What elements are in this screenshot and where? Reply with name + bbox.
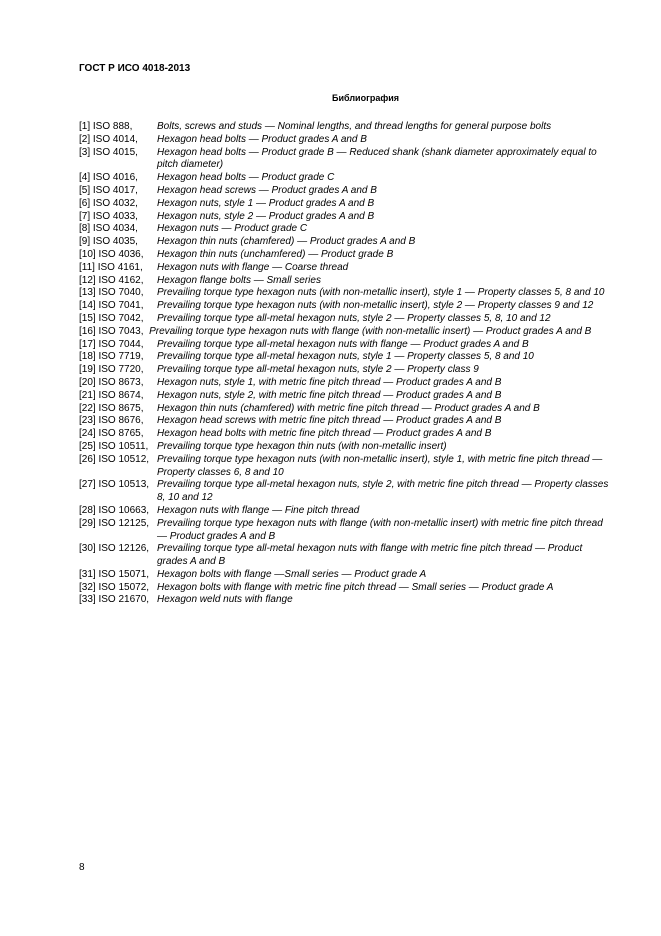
entry-title: Prevailing torque type all-metal hexagon nuts, style 2 — Property classes 5, 8, 10 and 12 <box>157 312 551 324</box>
entry-title: Hexagon thin nuts (chamfered) with metric fine pitch thread — Product grades A and B <box>157 402 540 414</box>
bibliography-entry <box>79 211 611 224</box>
bibliography-entry <box>79 185 611 198</box>
entry-title: Prevailing torque type all-metal hexagon nuts, style 2, with metric fine pitch thread — Property classes 8, 10 and 12 <box>157 479 609 504</box>
entry-title: Prevailing torque type all-metal hexagon nuts with flange with metric fine pitch thread — Product grades A and B <box>157 543 583 568</box>
entry-reference: [12] ISO 4162, <box>79 274 144 286</box>
entry-reference: [10] ISO 4036, <box>79 248 144 260</box>
entry-reference: [2] ISO 4014, <box>79 133 138 145</box>
bibliography-entry <box>79 428 611 441</box>
entry-title: Prevailing torque type all-metal hexagon nuts, style 2 — Property class 9 <box>157 364 479 376</box>
entry-title: Prevailing torque type hexagon thin nuts (with non-metallic insert) <box>157 440 447 452</box>
entry-title: Hexagon bolts with flange with metric fine pitch thread — Small series — Product grade A <box>157 581 554 593</box>
entry-reference: [26] ISO 10512, <box>79 453 150 465</box>
bibliography-title: Библиография <box>332 93 399 103</box>
entry-reference: [21] ISO 8674, <box>79 389 144 401</box>
entry-reference: [8] ISO 4034, <box>79 223 138 235</box>
bibliography-entry <box>79 236 611 249</box>
bibliography-list <box>79 121 611 607</box>
entry-title: Hexagon nuts, style 1, with metric fine pitch thread — Product grades A and B <box>157 376 502 388</box>
entry-title: Hexagon thin nuts (chamfered) — Product grades A and B <box>157 236 416 248</box>
entry-reference: [13] ISO 7040, <box>79 287 144 299</box>
bibliography-entry <box>79 377 611 390</box>
bibliography-entry <box>79 147 611 173</box>
bibliography-entry <box>79 326 611 339</box>
entry-title: Prevailing torque type all-metal hexagon nuts, style 1 — Property classes 5, 8 and 10 <box>157 351 534 363</box>
entry-title: Hexagon head screws — Product grades A and B <box>157 184 377 196</box>
bibliography-entry <box>79 275 611 288</box>
entry-title: Hexagon flange bolts — Small series <box>157 274 321 286</box>
entry-title: Hexagon head bolts — Product grades A and B <box>157 133 367 145</box>
entry-title: Hexagon bolts with flange —Small series — Product grade A <box>157 568 427 580</box>
entry-title: Hexagon head bolts with metric fine pitch thread — Product grades A and B <box>157 428 492 440</box>
entry-reference: [7] ISO 4033, <box>79 210 138 222</box>
bibliography-entry <box>79 505 611 518</box>
entry-title: Prevailing torque type hexagon nuts (with non-metallic insert), style 2 — Property classes 9 and 12 <box>157 300 594 312</box>
entry-reference: [5] ISO 4017, <box>79 184 138 196</box>
entry-reference: [31] ISO 15071, <box>79 568 150 580</box>
entry-reference: [6] ISO 4032, <box>79 197 138 209</box>
entry-title: Hexagon nuts — Product grade C <box>157 223 308 235</box>
bibliography-entry <box>79 518 611 544</box>
bibliography-entry <box>79 313 611 326</box>
bibliography-entry <box>79 454 611 480</box>
entry-reference: [16] ISO 7043, <box>79 325 144 337</box>
entry-reference: [11] ISO 4161, <box>79 261 143 273</box>
entry-reference: [18] ISO 7719, <box>79 351 144 363</box>
entry-reference: [24] ISO 8765, <box>79 428 144 440</box>
entry-reference: [20] ISO 8673, <box>79 376 144 388</box>
bibliography-entry <box>79 121 611 134</box>
entry-reference: [27] ISO 10513, <box>79 479 150 491</box>
entry-reference: [1] ISO 888, <box>79 121 133 132</box>
entry-title: Hexagon nuts with flange — Coarse thread <box>157 261 349 273</box>
bibliography-entry <box>79 543 611 569</box>
entry-reference: [25] ISO 10511, <box>79 440 149 452</box>
entry-title: Prevailing torque type hexagon nuts with flange (with non-metallic insert) with metric fine pitch thread — Product grades A and B <box>157 517 603 542</box>
bibliography-entry <box>79 134 611 147</box>
entry-title: Hexagon head bolts — Product grade B — Reduced shank (shank diameter approximately equal to pitch diameter) <box>157 146 597 171</box>
bibliography-entry <box>79 479 611 505</box>
bibliography-entry <box>79 415 611 428</box>
entry-reference: [30] ISO 12126, <box>79 543 150 555</box>
entry-reference: [23] ISO 8676, <box>79 415 144 427</box>
entry-title: Prevailing torque type hexagon nuts (with non-metallic insert), style 1 — Property classes 5, 8 and 10 <box>157 287 605 299</box>
bibliography-entry <box>79 287 611 300</box>
entry-reference: [17] ISO 7044, <box>79 338 144 350</box>
bibliography-entry <box>79 249 611 262</box>
entry-title: Prevailing torque type hexagon nuts with flange (with non-metallic insert) — Product grades A and B <box>149 325 592 337</box>
entry-reference: [32] ISO 15072, <box>79 581 150 593</box>
entry-reference: [3] ISO 4015, <box>79 146 138 158</box>
entry-reference: [29] ISO 12125, <box>79 517 150 529</box>
entry-title: Prevailing torque type all-metal hexagon nuts with flange — Product grades A and B <box>157 338 529 350</box>
entry-title: Hexagon weld nuts with flange <box>157 594 293 606</box>
entry-title: Hexagon nuts with flange — Fine pitch thread <box>157 504 360 516</box>
entry-title: Hexagon thin nuts (unchamfered) — Product grade B <box>157 248 394 260</box>
entry-title: Hexagon head screws with metric fine pitch thread — Product grades A and B <box>157 415 502 427</box>
page-number: 8 <box>79 862 85 873</box>
bibliography-entry <box>79 569 611 582</box>
bibliography-entry <box>79 262 611 275</box>
entry-reference: [4] ISO 4016, <box>79 172 138 184</box>
bibliography-entry <box>79 351 611 364</box>
bibliography-entry <box>79 339 611 352</box>
bibliography-entry <box>79 300 611 313</box>
entry-title: Hexagon head bolts — Product grade C <box>157 172 335 184</box>
bibliography-entry <box>79 198 611 211</box>
entry-reference: [15] ISO 7042, <box>79 312 144 324</box>
bibliography-entry <box>79 223 611 236</box>
entry-title: Hexagon nuts, style 1 — Product grades A and B <box>157 197 375 209</box>
bibliography-entry <box>79 364 611 377</box>
bibliography-entry <box>79 582 611 595</box>
entry-reference: [19] ISO 7720, <box>79 364 144 376</box>
bibliography-entry <box>79 403 611 416</box>
entry-reference: [28] ISO 10663, <box>79 504 150 516</box>
entry-title: Hexagon nuts, style 2, with metric fine pitch thread — Product grades A and B <box>157 389 502 401</box>
entry-title: Hexagon nuts, style 2 — Product grades A and B <box>157 210 375 222</box>
entry-reference: [9] ISO 4035, <box>79 236 138 248</box>
entry-reference: [22] ISO 8675, <box>79 402 144 414</box>
bibliography-entry <box>79 594 611 607</box>
entry-title: Prevailing torque type hexagon nuts (with non-metallic insert), style 1, with metric fine pitch thread — Property classes 6, 8 and 10 <box>157 453 603 478</box>
entry-reference: [33] ISO 21670, <box>79 594 150 606</box>
bibliography-entry <box>79 441 611 454</box>
entry-reference: [14] ISO 7041, <box>79 300 144 312</box>
bibliography-entry <box>79 390 611 403</box>
bibliography-entry <box>79 172 611 185</box>
entry-title: Bolts, screws and studs — Nominal lengths, and thread lengths for general purpose bolts <box>157 121 552 132</box>
document-header: ГОСТ Р ИСО 4018-2013 <box>79 63 191 74</box>
